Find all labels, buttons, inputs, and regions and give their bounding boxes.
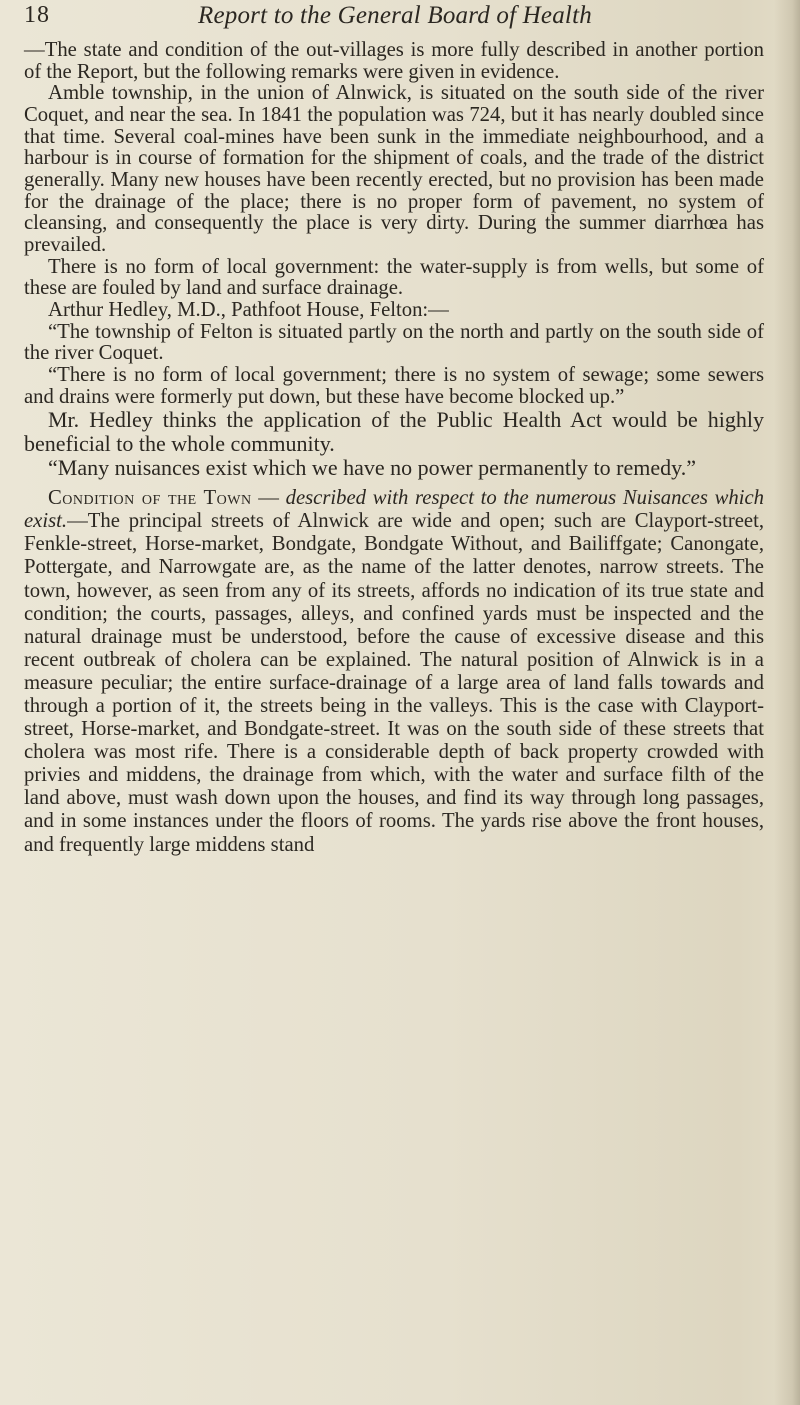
paragraph-witness: Arthur Hedley, M.D., Pathfoot House, Felton:—	[48, 298, 449, 321]
section-heading-dash: —	[251, 487, 286, 510]
running-head: Report to the General Board of Health	[198, 2, 592, 29]
page-number: 18	[24, 2, 50, 28]
section-heading: Condition of the Town	[48, 487, 252, 510]
paragraph-local-government: There is no form of local government: the water-supply is from wells, but some of these are fouled by land and surface drainage.	[24, 255, 764, 300]
quote-sewage: “There is no form of local government; there is no system of sewage; some sewers and drains were formerly put down, but these have become blocked up.”	[24, 363, 764, 408]
quote-felton-township: “The township of Felton is situated partly on the north and partly on the south side of the river Coquet.	[24, 320, 764, 365]
paragraph-amble: Amble township, in the union of Alnwick, is situated on the south side of the river Coquet, and near the sea. In 1841 the population was 724, but it has nearly doubled since that time. Several coal-mines have been sunk in the immediate neighbourhood, and a harbour is in course of formation for the shipment of coals, and the trade of the district generally. Many new houses have been recently erected, but no provision has been made for the drainage of the place; there is no proper form of pavement, no system of cleansing, and consequently the place is very dirty. During the summer diarrhœa has prevailed.	[24, 82, 764, 256]
quote-nuisances: “Many nuisances exist which we have no power permanently to remedy.”	[48, 455, 696, 481]
section-subheading: described with respect to the numerous Nuisances which exist.	[24, 487, 764, 533]
paragraph-intro: —The state and condition of the out-villages is more fully described in another portion of the Report, but the following remarks were given in evidence.	[24, 39, 764, 83]
page-edge-shadow	[774, 0, 800, 1405]
page-header	[24, 0, 764, 42]
body-text	[24, 40, 764, 857]
paragraph-public-health-act: Mr. Hedley thinks the application of the Public Health Act would be highly beneficial to the whole community.	[24, 407, 764, 457]
paragraph-condition-of-town	[24, 487, 764, 857]
condition-body-text: —The principal streets of Alnwick are wide and open; such are Clayport-street, Fenkle-street, Horse-market, Bondgate, Bondgate Without, and Bailiffgate; Canongate, Pottergate, and Narrowgate are, as the name of the latter denotes, narrow streets. The town, however, as seen from any of its streets, affords no indication of its true state and condition; the courts, passages, alleys, and confined yards must be inspected and the natural drainage must be understood, before the cause of excessive disease and this recent outbreak of cholera can be explained. The natural position of Alnwick is in a measure peculiar; the entire surface-drainage of a large area of land falls towards and through a portion of it, the streets being in the valleys. This is the case with Clayport-street, Horse-market, and Bondgate-street. It was on the south side of these streets that cholera was most rife. There is a considerable depth of back property crowded with privies and middens, the drainage from which, with the water and surface filth of the land above, must wash down upon the houses, and find its way through long passages, and in some instances under the floors of rooms. The yards rise above the front houses, and frequently large middens stand	[24, 510, 764, 856]
